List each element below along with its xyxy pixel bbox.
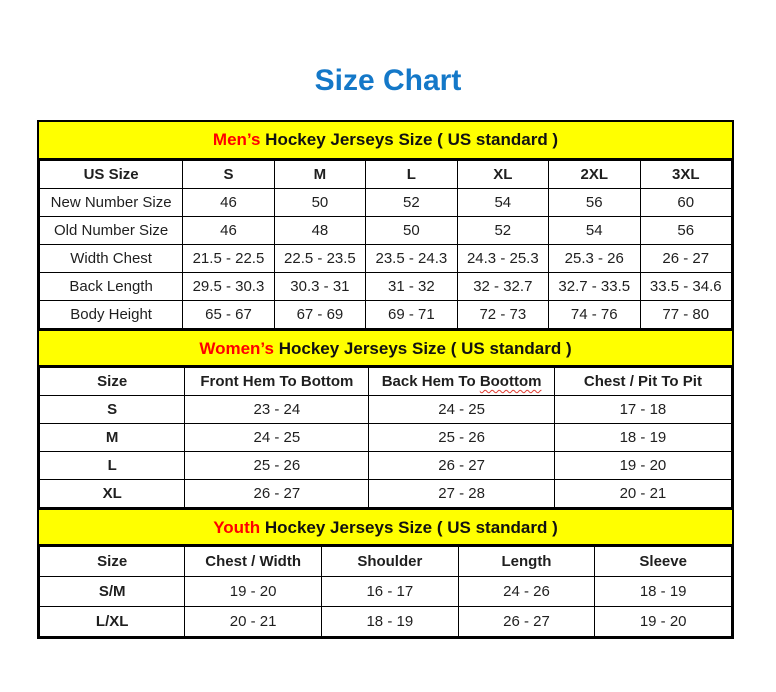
row-label: New Number Size — [40, 189, 183, 217]
column-header: Front Hem To Bottom — [185, 368, 369, 396]
youth-label-accent: Youth — [213, 518, 261, 537]
header-row — [40, 368, 732, 396]
row-label: Old Number Size — [40, 217, 183, 245]
row-label: M — [40, 424, 185, 452]
size-cell: 24 - 25 — [369, 396, 554, 424]
womens-size-table — [39, 367, 732, 508]
row-label: Width Chest — [40, 245, 183, 273]
size-cell: 23 - 24 — [185, 396, 369, 424]
row-label: L — [40, 452, 185, 480]
size-cell: 24.3 - 25.3 — [457, 245, 548, 273]
size-cell: 52 — [366, 189, 457, 217]
size-cell: 19 - 20 — [595, 607, 732, 637]
size-cell: 54 — [457, 189, 548, 217]
size-cell: 19 - 20 — [554, 452, 731, 480]
table-row — [40, 245, 732, 273]
size-cell: 27 - 28 — [369, 480, 554, 508]
column-header: Shoulder — [321, 547, 458, 577]
size-cell: 48 — [274, 217, 365, 245]
column-header: Sleeve — [595, 547, 732, 577]
womens-label-accent: Women’s — [199, 339, 274, 358]
size-cell: 24 - 26 — [458, 577, 595, 607]
size-cell: 26 - 27 — [185, 480, 369, 508]
row-label: S — [40, 396, 185, 424]
column-header: Size — [40, 547, 185, 577]
size-cell: 52 — [457, 217, 548, 245]
size-cell: 69 - 71 — [366, 301, 457, 329]
size-cell: 74 - 76 — [549, 301, 640, 329]
table-row — [40, 217, 732, 245]
table-row — [40, 189, 732, 217]
column-header: XL — [457, 161, 548, 189]
column-header: Back Hem To Boottom — [369, 368, 554, 396]
mens-size-table — [39, 160, 732, 329]
size-cell: 18 - 19 — [595, 577, 732, 607]
size-tables — [37, 120, 734, 639]
size-cell: 65 - 67 — [183, 301, 274, 329]
table-row — [40, 452, 732, 480]
size-cell: 25 - 26 — [369, 424, 554, 452]
size-cell: 26 - 27 — [640, 245, 732, 273]
womens-label-rest: Hockey Jerseys Size ( US standard ) — [273, 339, 572, 358]
size-cell: 17 - 18 — [554, 396, 731, 424]
column-header: S — [183, 161, 274, 189]
size-cell: 46 — [183, 217, 274, 245]
size-cell: 26 - 27 — [458, 607, 595, 637]
womens-table-head — [40, 368, 732, 396]
column-header: Size — [40, 368, 185, 396]
table-row — [40, 480, 732, 508]
header-row — [40, 161, 732, 189]
spellcheck-wavy-underline: Boottom — [479, 373, 542, 390]
size-cell: 50 — [274, 189, 365, 217]
size-cell: 18 - 19 — [554, 424, 731, 452]
column-header: L — [366, 161, 457, 189]
size-cell: 56 — [549, 189, 640, 217]
header-row — [40, 547, 732, 577]
youth-size-table — [39, 546, 732, 637]
row-label: Back Length — [40, 273, 183, 301]
size-cell: 22.5 - 23.5 — [274, 245, 365, 273]
size-cell: 20 - 21 — [554, 480, 731, 508]
row-label: Body Height — [40, 301, 183, 329]
size-cell: 72 - 73 — [457, 301, 548, 329]
size-cell: 46 — [183, 189, 274, 217]
table-row — [40, 577, 732, 607]
youth-label-rest: Hockey Jerseys Size ( US standard ) — [260, 518, 558, 537]
table-row — [40, 396, 732, 424]
womens-table-body — [40, 396, 732, 508]
size-cell: 32.7 - 33.5 — [549, 273, 640, 301]
table-row — [40, 424, 732, 452]
mens-label-accent: Men’s — [212, 130, 261, 149]
size-cell: 25.3 - 26 — [549, 245, 640, 273]
size-cell: 33.5 - 34.6 — [640, 273, 732, 301]
womens-section-header — [39, 329, 732, 367]
row-label: L/XL — [40, 607, 185, 637]
youth-table-body — [40, 577, 732, 637]
column-header: 3XL — [640, 161, 732, 189]
column-header: US Size — [40, 161, 183, 189]
youth-section-header — [39, 508, 732, 546]
table-row — [40, 607, 732, 637]
size-cell: 56 — [640, 217, 732, 245]
mens-section-header — [39, 122, 732, 160]
size-cell: 26 - 27 — [369, 452, 554, 480]
mens-label-rest: Hockey Jerseys Size ( US standard ) — [260, 130, 559, 149]
column-header: M — [274, 161, 365, 189]
size-cell: 67 - 69 — [274, 301, 365, 329]
size-cell: 32 - 32.7 — [457, 273, 548, 301]
youth-table-head — [40, 547, 732, 577]
size-cell: 50 — [366, 217, 457, 245]
size-cell: 77 - 80 — [640, 301, 732, 329]
page-title: Size Chart — [314, 64, 462, 97]
table-row — [40, 273, 732, 301]
size-cell: 29.5 - 30.3 — [183, 273, 274, 301]
column-header: Length — [458, 547, 595, 577]
row-label: S/M — [40, 577, 185, 607]
column-header: Chest / Pit To Pit — [554, 368, 731, 396]
size-cell: 21.5 - 22.5 — [183, 245, 274, 273]
size-cell: 60 — [640, 189, 732, 217]
size-cell: 30.3 - 31 — [274, 273, 365, 301]
row-label: XL — [40, 480, 185, 508]
size-cell: 24 - 25 — [185, 424, 369, 452]
size-cell: 18 - 19 — [321, 607, 458, 637]
size-cell: 25 - 26 — [185, 452, 369, 480]
size-cell: 19 - 20 — [185, 577, 322, 607]
size-cell: 31 - 32 — [366, 273, 457, 301]
column-header: Chest / Width — [185, 547, 322, 577]
size-cell: 20 - 21 — [185, 607, 322, 637]
size-cell: 54 — [549, 217, 640, 245]
mens-table-head — [40, 161, 732, 189]
size-cell: 23.5 - 24.3 — [366, 245, 457, 273]
column-header: 2XL — [549, 161, 640, 189]
size-cell: 16 - 17 — [321, 577, 458, 607]
mens-table-body — [40, 189, 732, 329]
table-row — [40, 301, 732, 329]
